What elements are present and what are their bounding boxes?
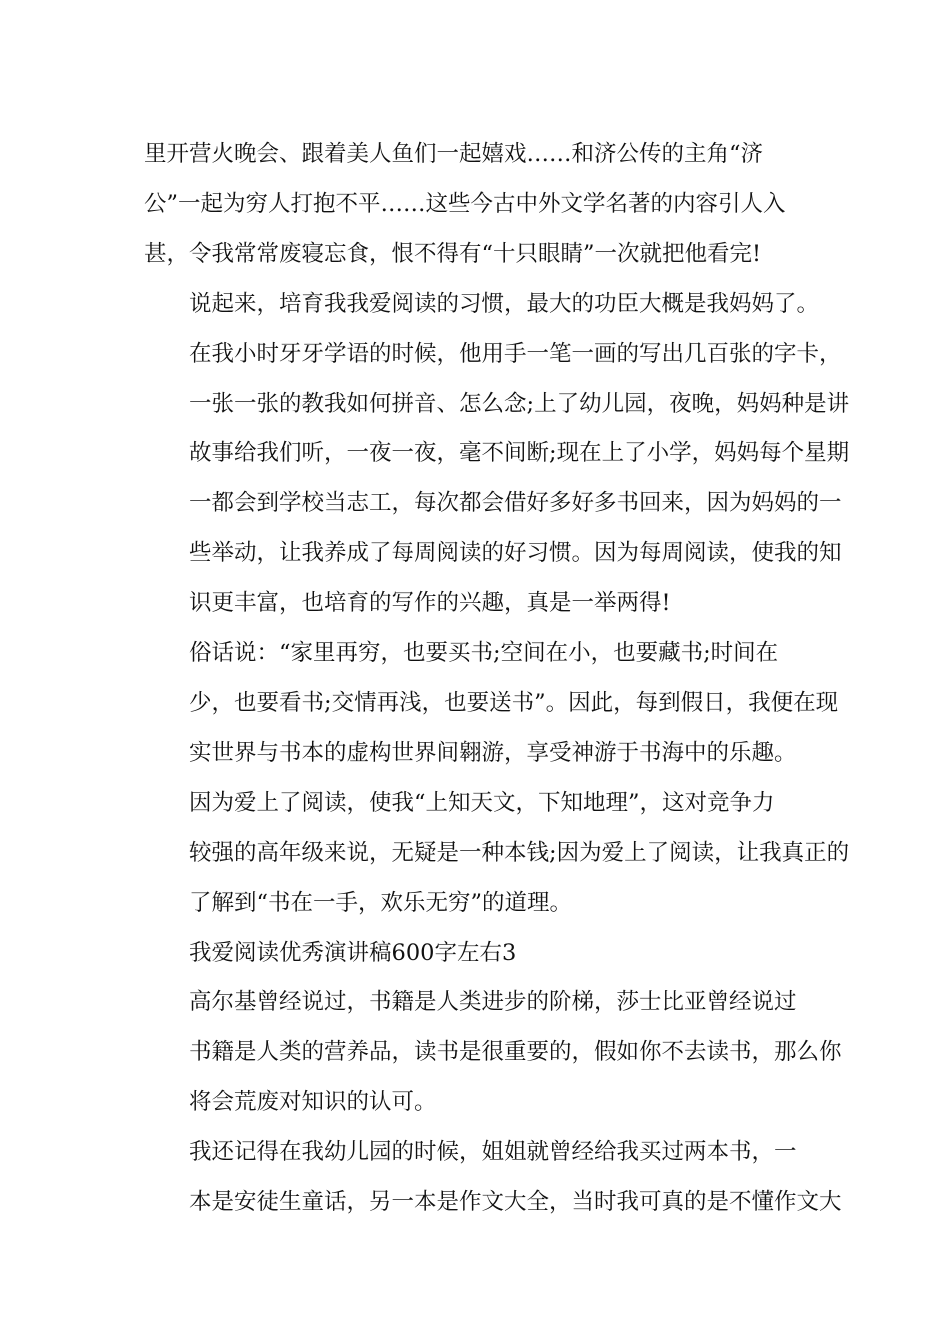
text-line: 本是安徒生童话，另一本是作文大全，当时我可真的是不懂作文大 <box>189 1189 842 1216</box>
text-line: 里开营火晚会、跟着美人鱼们一起嬉戏……和济公传的主角“济 <box>144 141 764 167</box>
text-line: 一都会到学校当志工，每次都会借好多好多书回来，因为妈妈的一 <box>189 490 842 517</box>
heading-text: 我爱阅读优秀演讲稿600字左右3 <box>189 939 517 966</box>
text-line: 故事给我们听，一夜一夜，毫不间断;现在上了小学，妈妈每个星期 <box>189 440 850 467</box>
text-line: 少，也要看书;交情再浅，也要送书”。因此，每到假日，我便在现 <box>189 689 839 716</box>
text-line: 在我小时牙牙学语的时候，他用手一笔一画的写出几百张的字卡， <box>189 340 842 367</box>
text-line: 些举动，让我养成了每周阅读的好习惯。因为每周阅读，使我的知 <box>189 540 842 567</box>
text-line: 俗话说：“家里再穷，也要买书;空间在小，也要藏书;时间在 <box>189 640 779 667</box>
paragraph-6 <box>144 1128 842 1228</box>
text-line: 高尔基曾经说过，书籍是人类进步的阶梯，莎士比亚曾经说过 <box>189 989 797 1016</box>
text-line: 识更丰富，也培育的写作的兴趣，真是一举两得! <box>189 590 671 617</box>
text-line: 说起来，培育我我爱阅读的习惯，最大的功臣大概是我妈妈了。 <box>189 290 820 317</box>
text-line: 我还记得在我幼儿园的时候，姐姐就曾经给我买过两本书，一 <box>189 1139 797 1166</box>
paragraph-1 <box>144 130 808 280</box>
text-line: 书籍是人类的营养品，读书是很重要的，假如你不去读书，那么你 <box>189 1039 842 1066</box>
text-line: 公”一起为穷人打抱不平……这些今古中外文学名著的内容引人入 <box>144 190 786 217</box>
text-line: 较强的高年级来说，无疑是一种本钱;因为爱上了阅读，让我真正的 <box>189 839 850 866</box>
text-line: 甚，令我常常废寝忘食，恨不得有“十只眼睛”一次就把他看完! <box>144 240 762 267</box>
text-line: 一张一张的教我如何拼音、怎么念;上了幼儿园，夜晚，妈妈种是讲 <box>189 390 850 417</box>
section-heading <box>144 929 808 979</box>
text-line: 实世界与书本的虚构世界间翱游，享受神游于书海中的乐趣。 <box>189 739 797 766</box>
document-body <box>144 130 850 1228</box>
paragraph-2 <box>144 280 850 629</box>
text-line: 因为爱上了阅读，使我“上知天文，下知地理”，这对竞争力 <box>189 789 775 816</box>
paragraph-4 <box>144 779 850 929</box>
text-line: 了解到“书在一手，欢乐无穷”的道理。 <box>189 889 573 916</box>
paragraph-5 <box>144 978 842 1128</box>
text-line: 将会荒废对知识的认可。 <box>189 1089 437 1116</box>
paragraph-3 <box>144 629 839 779</box>
